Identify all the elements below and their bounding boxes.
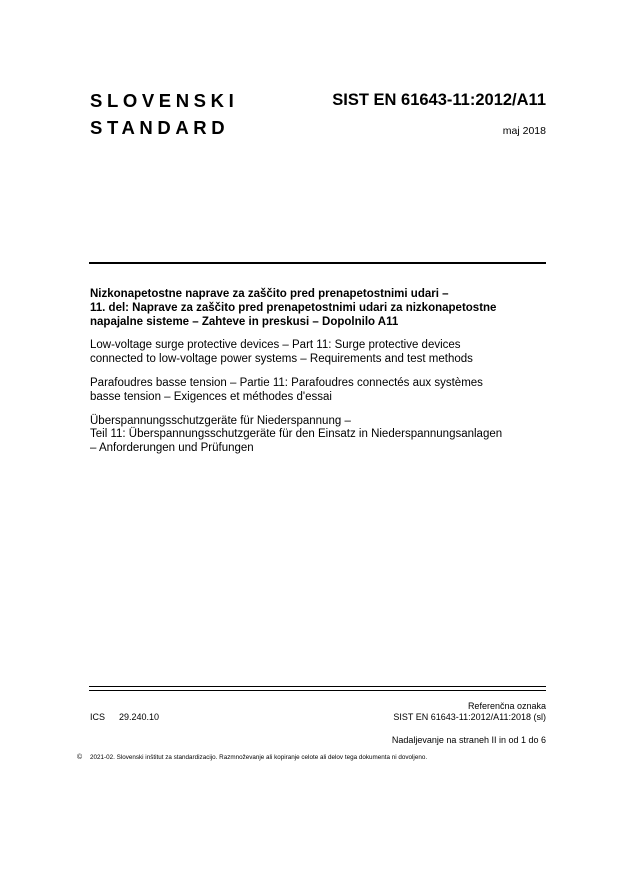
reference-label: Referenčna oznaka <box>467 701 546 711</box>
title-french <box>90 377 550 405</box>
title-line: – Anforderungen und Prüfungen <box>90 442 254 455</box>
title-line: napajalne sisteme – Zahteve in preskusi – Dopolnilo A11 <box>90 315 399 328</box>
ics-label: ICS <box>90 712 106 722</box>
title-line: basse tension – Exigences et méthodes d'essai <box>90 390 332 403</box>
header-divider <box>89 262 546 264</box>
title-line: Überspannungsschutzgeräte für Niederspannung – <box>90 414 351 427</box>
title-english <box>90 339 550 367</box>
footer-divider-top <box>89 686 546 687</box>
copyright-icon: © <box>77 754 83 761</box>
title-line: 11. del: Naprave za zaščito pred prenapetostnimi udari za nizkonapetostne <box>90 301 497 314</box>
reference-value: SIST EN 61643-11:2012/A11:2018 (sl) <box>393 712 546 722</box>
standard-number: SIST EN 61643-11:2012/A11 <box>332 91 546 109</box>
title-line: Parafoudres basse tension – Partie 11: Parafoudres connectés aux systèmes <box>90 376 483 389</box>
publication-date: maj 2018 <box>502 125 546 137</box>
title-line: Low-voltage surge protective devices – Part 11: Surge protective devices <box>90 339 461 352</box>
title-line: Teil 11: Überspannungsschutzgeräte für den Einsatz in Niederspannungsanlagen <box>90 428 503 441</box>
continuation-note: Nadaljevanje na straneh II in od 1 do 6 <box>391 735 546 745</box>
copyright-text: 2021-02. Slovenski inštitut za standardizacijo. Razmnoževanje ali kopiranje celote ali delov tega dokumenta ni dovoljeno. <box>90 754 428 761</box>
title-block <box>90 288 550 466</box>
ics-code: 29.240.10 <box>119 712 160 722</box>
title-slovenian <box>90 288 550 329</box>
brand-line-1: SLOVENSKI <box>90 90 239 111</box>
footer-divider-bottom <box>89 690 546 691</box>
brand-line-2: STANDARD <box>90 117 230 138</box>
title-line: Nizkonapetostne naprave za zaščito pred prenapetostnimi udari – <box>90 288 449 300</box>
title-line: connected to low-voltage power systems – Requirements and test methods <box>90 353 473 366</box>
title-german <box>90 415 550 456</box>
